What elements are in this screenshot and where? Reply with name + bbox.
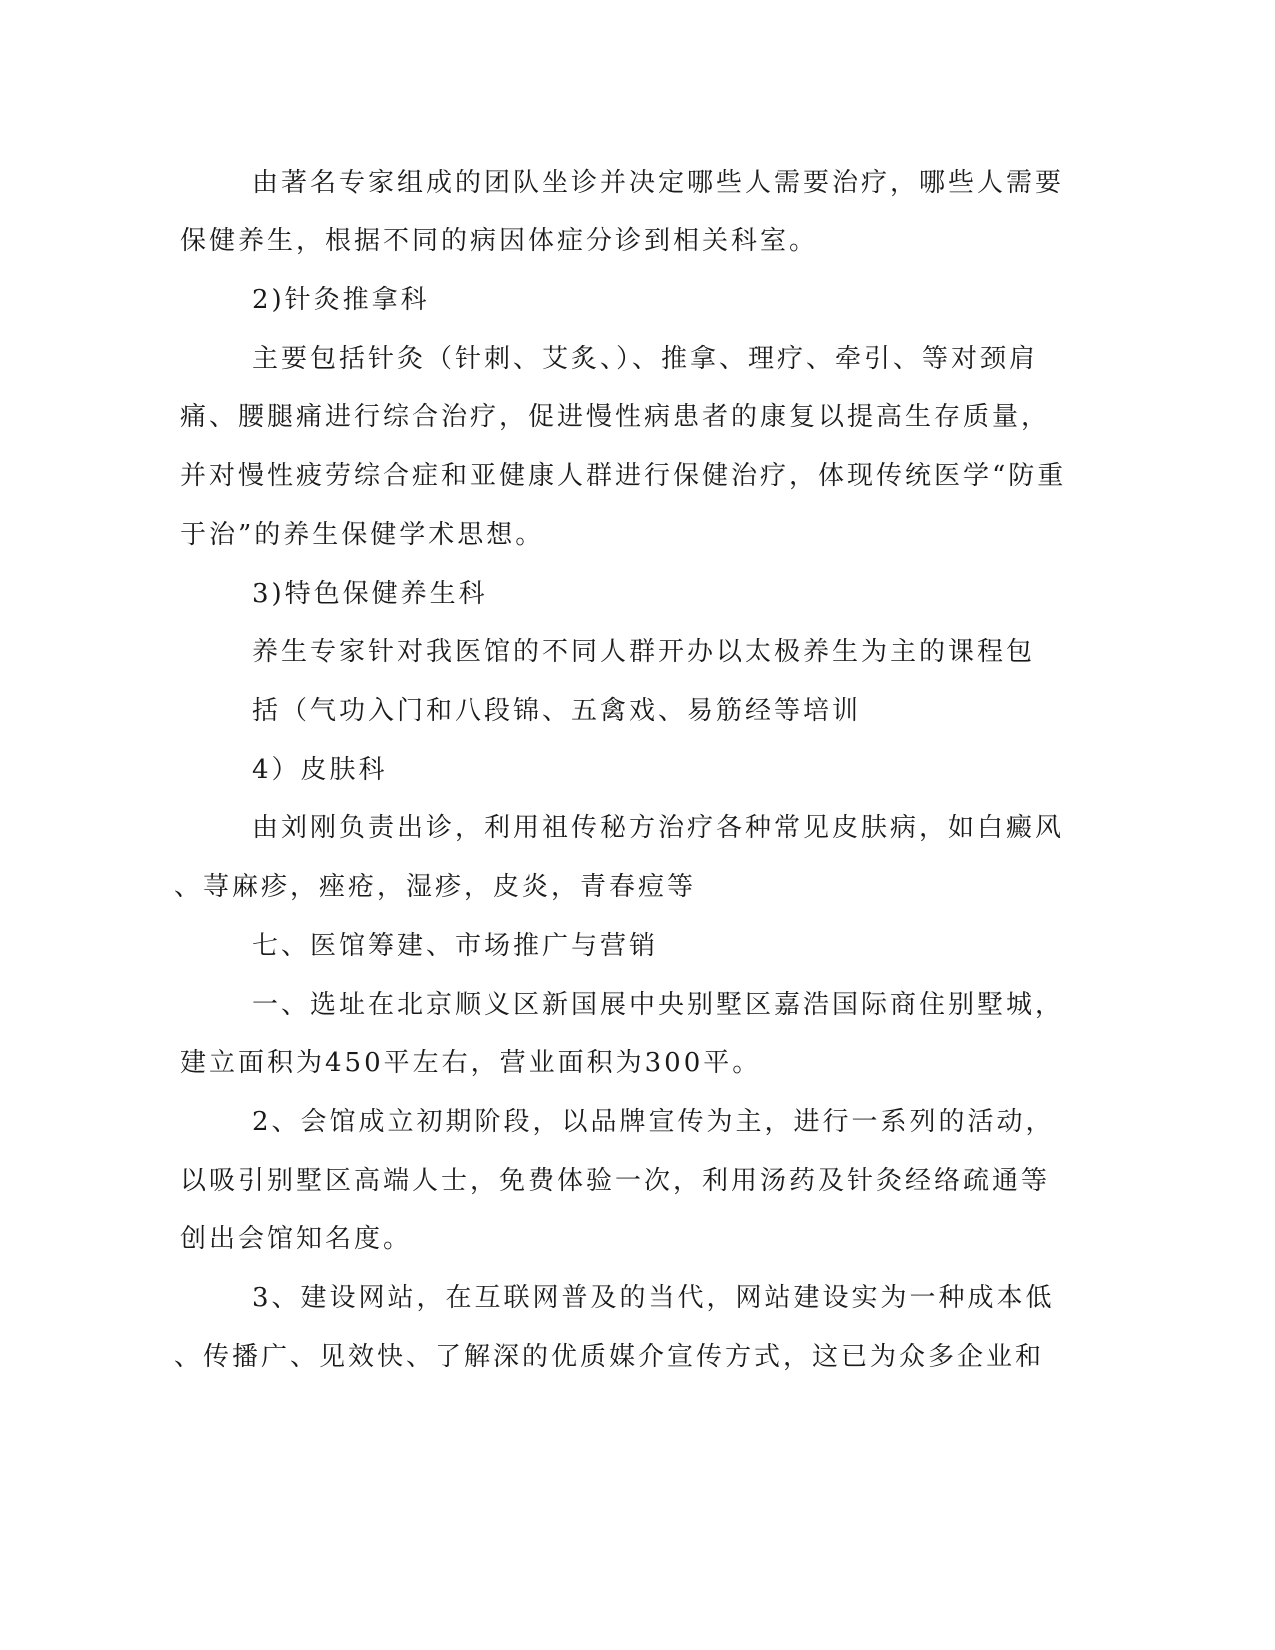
section-heading: 4）皮肤科 — [252, 755, 388, 785]
paragraph-line: 由刘刚负责出诊，利用祖传秘方治疗各种常见皮肤病，如白癜风 — [252, 813, 1065, 843]
paragraph-line: 、传播广、见效快、了解深的优质媒介宣传方式，这已为众多企业和 — [174, 1342, 1045, 1372]
paragraph-line: 一、选址在北京顺义区新国展中央别墅区嘉浩国际商住别墅城， — [252, 990, 1065, 1020]
paragraph-line: 由著名专家组成的团队坐诊并决定哪些人需要治疗，哪些人需要 — [252, 168, 1065, 198]
paragraph-line: 括（气功入门和八段锦、五禽戏、易筋经等培训 — [252, 696, 862, 726]
paragraph-line: 于治”的养生保健学术思想。 — [180, 520, 545, 550]
paragraph-line: 、荨麻疹，痤疮，湿疹，皮炎，青春痘等 — [174, 872, 697, 902]
paragraph-line: 主要包括针灸（针刺、艾炙、）、推拿、理疗、牵引、等对颈肩 — [252, 344, 1039, 374]
paragraph-line: 建立面积为450平左右，营业面积为300平。 — [180, 1048, 762, 1078]
paragraph-line: 2、会馆成立初期阶段，以品牌宣传为主，进行一系列的活动， — [252, 1107, 1055, 1137]
paragraph-line: 养生专家针对我医馆的不同人群开办以太极养生为主的课程包 — [252, 637, 1036, 667]
section-heading: 七、医馆筹建、市场推广与营销 — [252, 931, 659, 961]
paragraph-line: 保健养生，根据不同的病因体症分诊到相关科室。 — [180, 226, 819, 256]
paragraph-line: 并对慢性疲劳综合症和亚健康人群进行保健治疗，体现传统医学“防重 — [180, 461, 1067, 491]
paragraph-line: 以吸引别墅区高端人士，免费体验一次，利用汤药及针灸经络疏通等 — [180, 1166, 1051, 1196]
paragraph-line: 3、建设网站，在互联网普及的当代，网站建设实为一种成本低 — [252, 1283, 1055, 1313]
paragraph-line: 痛、腰腿痛进行综合治疗，促进慢性病患者的康复以提高生存质量， — [180, 402, 1051, 432]
section-heading: 3)特色保健养生科 — [252, 579, 488, 609]
paragraph-line: 创出会馆知名度。 — [180, 1224, 413, 1254]
section-heading: 2)针灸推拿科 — [252, 285, 430, 315]
